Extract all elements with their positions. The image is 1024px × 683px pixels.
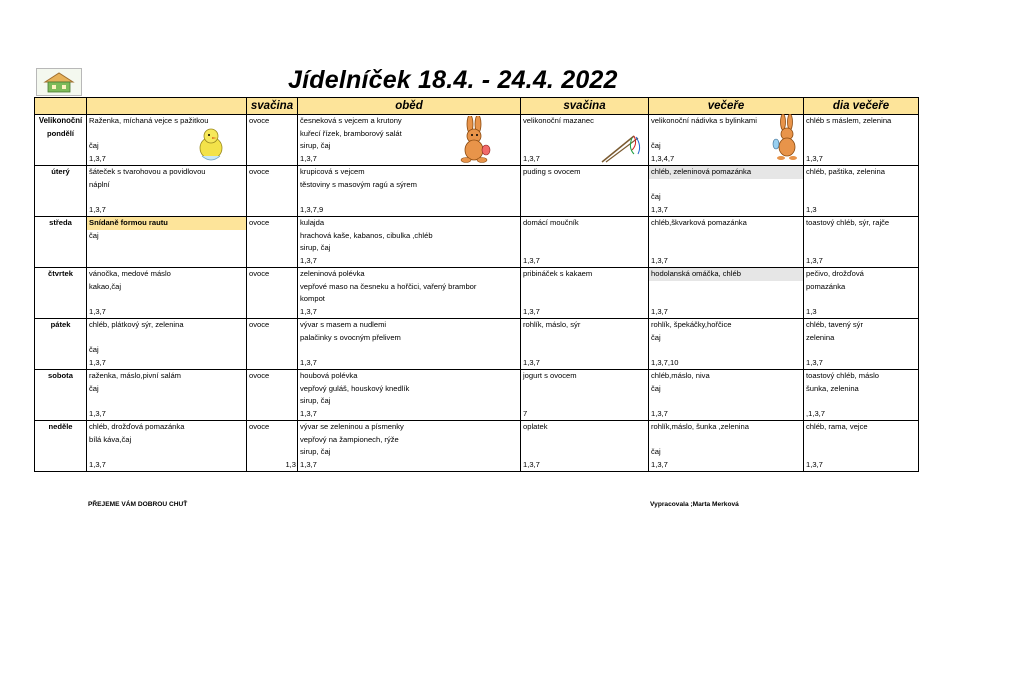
afternoon-snack-cell: pribináček s kakaem [521,268,649,281]
breakfast-cell: vánočka, medové máslo [87,268,247,281]
morning-snack-cell: ovoce [247,268,298,281]
lunch-cell: sirup, čaj [298,140,521,153]
day-label-cell [35,153,87,166]
lunch-cell: vývar s masem a nudlemi [298,319,521,332]
dinner-cell [649,242,804,255]
morning-snack-cell [247,179,298,192]
breakfast-cell: Snídaně formou rautu [87,217,247,230]
morning-snack-cell [247,293,298,306]
dia-dinner-cell: 1,3,7 [804,153,919,166]
dia-dinner-cell: chléb, rama, vejce [804,421,919,434]
table-row [35,281,919,294]
lunch-cell: krupicová s vejcem [298,166,521,179]
afternoon-snack-cell [521,344,649,357]
dia-dinner-cell: chléb s máslem, zelenina [804,115,919,128]
dia-dinner-cell: toastový chléb, sýr, rajče [804,217,919,230]
dia-dinner-cell [804,395,919,408]
table-row [35,383,919,396]
lunch-cell: palačinky s ovocným přelivem [298,332,521,345]
day-label-cell [35,179,87,192]
morning-snack-cell [247,242,298,255]
page-title: Jídelníček 18.4. - 24.4. 2022 [288,66,618,94]
day-label-cell [35,242,87,255]
lunch-cell: 1,3,7 [298,357,521,370]
dinner-cell: 1,3,7 [649,255,804,268]
table-row [35,319,919,332]
table-row [35,332,919,345]
table-row [35,434,919,447]
afternoon-snack-cell [521,281,649,294]
afternoon-snack-cell [521,332,649,345]
afternoon-snack-cell: puding s ovocem [521,166,649,179]
afternoon-snack-cell: 1,3,7 [521,306,649,319]
breakfast-cell [87,395,247,408]
afternoon-snack-cell: 1,3,7 [521,357,649,370]
dia-dinner-cell [804,179,919,192]
lunch-cell: sirup, čaj [298,242,521,255]
lunch-cell: vepřový na žampionech, rýže [298,434,521,447]
day-label-cell: sobota [35,370,87,383]
day-label-cell [35,255,87,268]
dinner-cell: 1,3,4,7 [649,153,804,166]
dinner-cell: rohlík,máslo, šunka ,zelenina [649,421,804,434]
morning-snack-cell [247,191,298,204]
breakfast-cell: Raženka, míchaná vejce s pažitkou [87,115,247,128]
lunch-cell [298,344,521,357]
day-label-cell: úterý [35,166,87,179]
lunch-cell: 1,3,7 [298,408,521,421]
afternoon-snack-cell [521,191,649,204]
dinner-cell [649,230,804,243]
breakfast-cell: čaj [87,383,247,396]
breakfast-cell: kakao,čaj [87,281,247,294]
breakfast-cell: 1,3,7 [87,153,247,166]
table-row [35,217,919,230]
footer-greeting: PŘEJEME VÁM DOBROU CHUŤ [88,501,188,508]
dinner-cell: čaj [649,383,804,396]
lunch-cell: 1,3,7,9 [298,204,521,217]
afternoon-snack-cell [521,383,649,396]
day-label-cell [35,344,87,357]
breakfast-cell [87,255,247,268]
afternoon-snack-cell [521,395,649,408]
lunch-cell: 1,3,7 [298,153,521,166]
breakfast-cell: šáteček s tvarohovou a povidlovou [87,166,247,179]
dinner-cell: čaj [649,191,804,204]
dinner-cell: velikonoční nádivka s bylinkami [649,115,804,128]
table-row [35,446,919,459]
header-snack-morning: svačina [247,98,298,115]
dinner-cell: 1,3,7,10 [649,357,804,370]
day-label-cell [35,281,87,294]
header-cell [87,98,247,115]
morning-snack-cell [247,128,298,141]
breakfast-cell: 1,3,7 [87,408,247,421]
day-label-cell [35,383,87,396]
day-label-cell [35,230,87,243]
easter-chick-icon [194,126,228,167]
afternoon-snack-cell [521,242,649,255]
lunch-cell: česneková s vejcem a krutony [298,115,521,128]
day-label-cell [35,434,87,447]
header-dia-dinner: dia večeře [804,98,919,115]
morning-snack-cell [247,332,298,345]
footer-author: Vypracovala ;Marta Merková [650,501,739,508]
breakfast-cell: čaj [87,140,247,153]
day-label-cell [35,204,87,217]
breakfast-cell: bílá káva,čaj [87,434,247,447]
morning-snack-cell: ovoce [247,166,298,179]
table-row [35,230,919,243]
afternoon-snack-cell: jogurt s ovocem [521,370,649,383]
lunch-cell: 1,3,7 [298,255,521,268]
afternoon-snack-cell [521,434,649,447]
lunch-cell: kuřecí řízek, bramborový salát [298,128,521,141]
dinner-cell: 1,3,7 [649,204,804,217]
dinner-cell: čaj [649,446,804,459]
header-lunch: oběd [298,98,521,115]
breakfast-cell: čaj [87,230,247,243]
dinner-cell: rohlík, špekáčky,hořčice [649,319,804,332]
lunch-cell: těstoviny s masovým ragú a sýrem [298,179,521,192]
breakfast-cell: chléb, plátkový sýr, zelenina [87,319,247,332]
dia-dinner-cell [804,230,919,243]
morning-snack-cell [247,306,298,319]
table-row [35,459,919,472]
dia-dinner-cell [804,128,919,141]
lunch-cell: 1,3,7 [298,459,521,472]
morning-snack-cell [247,230,298,243]
breakfast-cell: raženka, máslo,pivní salám [87,370,247,383]
dia-dinner-cell [804,191,919,204]
day-label-cell [35,306,87,319]
table-row [35,293,919,306]
morning-snack-cell [247,153,298,166]
day-label-cell [35,191,87,204]
day-label-cell [35,446,87,459]
morning-snack-cell [247,383,298,396]
header-row [35,98,919,115]
breakfast-cell [87,332,247,345]
dia-dinner-cell: pomazánka [804,281,919,294]
dinner-cell: 1,3,7 [649,306,804,319]
dinner-cell [649,344,804,357]
day-label-cell [35,408,87,421]
dinner-cell [649,281,804,294]
dinner-cell [649,395,804,408]
dinner-cell [649,179,804,192]
header-snack-afternoon: svačina [521,98,649,115]
day-label-cell [35,459,87,472]
dia-dinner-cell: šunka, zelenina [804,383,919,396]
dia-dinner-cell [804,140,919,153]
header-cell [35,98,87,115]
easter-bunny-icon [454,116,496,169]
dia-dinner-cell [804,242,919,255]
table-row [35,204,919,217]
breakfast-cell [87,191,247,204]
table-row [35,191,919,204]
breakfast-cell: 1,3,7 [87,306,247,319]
afternoon-snack-cell: oplatek [521,421,649,434]
breakfast-cell [87,293,247,306]
table-row [35,357,919,370]
dinner-cell: čaj [649,332,804,345]
dia-dinner-cell: chléb, paštika, zelenina [804,166,919,179]
lunch-cell [298,191,521,204]
day-label-cell: pondělí [35,128,87,141]
afternoon-snack-cell: velikonoční mazanec [521,115,649,128]
breakfast-cell: chléb, drožďová pomazánka [87,421,247,434]
table-row [35,255,919,268]
morning-snack-cell: ovoce [247,115,298,128]
morning-snack-cell: ovoce [247,319,298,332]
afternoon-snack-cell: rohlík, máslo, sýr [521,319,649,332]
dia-dinner-cell: 1,3 [804,306,919,319]
morning-snack-cell [247,395,298,408]
morning-snack-cell [247,357,298,370]
dinner-cell: 1,3,7 [649,408,804,421]
header-dinner: večeře [649,98,804,115]
easter-bunny-small-icon [770,114,804,167]
afternoon-snack-cell [521,446,649,459]
afternoon-snack-cell: domácí moučník [521,217,649,230]
dia-dinner-cell: 1,3,7 [804,255,919,268]
breakfast-cell: 1,3,7 [87,459,247,472]
dia-dinner-cell: toastový chléb, máslo [804,370,919,383]
lunch-cell: sirup, čaj [298,395,521,408]
breakfast-cell: 1,3,7 [87,204,247,217]
lunch-cell: zeleninová polévka [298,268,521,281]
dinner-cell: chléb, zeleninová pomazánka [649,166,804,179]
breakfast-cell: čaj [87,344,247,357]
dia-dinner-cell: 1,3,7 [804,459,919,472]
afternoon-snack-cell [521,179,649,192]
afternoon-snack-cell [521,293,649,306]
morning-snack-cell: ovoce [247,421,298,434]
table-row [35,421,919,434]
day-label-cell [35,140,87,153]
table-row [35,370,919,383]
table-row [35,306,919,319]
dia-dinner-cell [804,344,919,357]
dinner-cell: 1,3,7 [649,459,804,472]
morning-snack-cell [247,204,298,217]
lunch-cell: kulajda [298,217,521,230]
dinner-cell: čaj [649,140,804,153]
dinner-cell: hodolanská omáčka, chléb [649,268,804,281]
lunch-cell: vepřový guláš, houskový knedlík [298,383,521,396]
dia-dinner-cell [804,446,919,459]
morning-snack-cell: ovoce [247,370,298,383]
morning-snack-cell: ovoce [247,217,298,230]
morning-snack-cell [247,434,298,447]
dia-dinner-cell: zelenina [804,332,919,345]
table-row [35,408,919,421]
day-label-cell: neděle [35,421,87,434]
lunch-cell: 1,3,7 [298,306,521,319]
day-label-cell [35,357,87,370]
dinner-cell: chléb,máslo, niva [649,370,804,383]
table-row [35,395,919,408]
day-label-cell [35,395,87,408]
lunch-cell: houbová polévka [298,370,521,383]
afternoon-snack-cell: 7 [521,408,649,421]
easter-whip-icon [598,132,644,169]
breakfast-cell [87,242,247,255]
afternoon-snack-cell [521,230,649,243]
morning-snack-cell [247,446,298,459]
afternoon-snack-cell: 1,3,7 [521,153,649,166]
day-label-cell: pátek [35,319,87,332]
morning-snack-cell: 1,3 [247,459,298,472]
dinner-cell [649,293,804,306]
afternoon-snack-cell [521,204,649,217]
breakfast-cell: náplní [87,179,247,192]
day-label-cell: Velikonoční [35,115,87,128]
lunch-cell: vývar se zeleninou a písmenky [298,421,521,434]
table-row [35,344,919,357]
dia-dinner-cell: 1,3 [804,204,919,217]
table-row [35,179,919,192]
table-row [35,268,919,281]
morning-snack-cell [247,140,298,153]
day-label-cell: čtvrtek [35,268,87,281]
dinner-cell: chléb,škvarková pomazánka [649,217,804,230]
dia-dinner-cell: ,1,3,7 [804,408,919,421]
morning-snack-cell [247,281,298,294]
table-row [35,242,919,255]
day-label-cell [35,332,87,345]
dia-dinner-cell: 1,3,7 [804,357,919,370]
dia-dinner-cell: chléb, tavený sýr [804,319,919,332]
breakfast-cell: 1,3,7 [87,357,247,370]
morning-snack-cell [247,344,298,357]
afternoon-snack-cell: 1,3,7 [521,255,649,268]
lunch-cell: sirup, čaj [298,446,521,459]
afternoon-snack-cell: 1,3,7 [521,459,649,472]
lunch-cell: vepřové maso na česneku a hořčici, vařený brambor [298,281,521,294]
morning-snack-cell [247,255,298,268]
day-label-cell: středa [35,217,87,230]
dia-dinner-cell [804,434,919,447]
day-label-cell [35,293,87,306]
lunch-cell: kompot [298,293,521,306]
dia-dinner-cell: pečivo, drožďová [804,268,919,281]
logo-house-icon [36,68,82,96]
breakfast-cell [87,446,247,459]
morning-snack-cell [247,408,298,421]
lunch-cell: hrachová kaše, kabanos, cibulka ,chléb [298,230,521,243]
dinner-cell [649,434,804,447]
dia-dinner-cell [804,293,919,306]
